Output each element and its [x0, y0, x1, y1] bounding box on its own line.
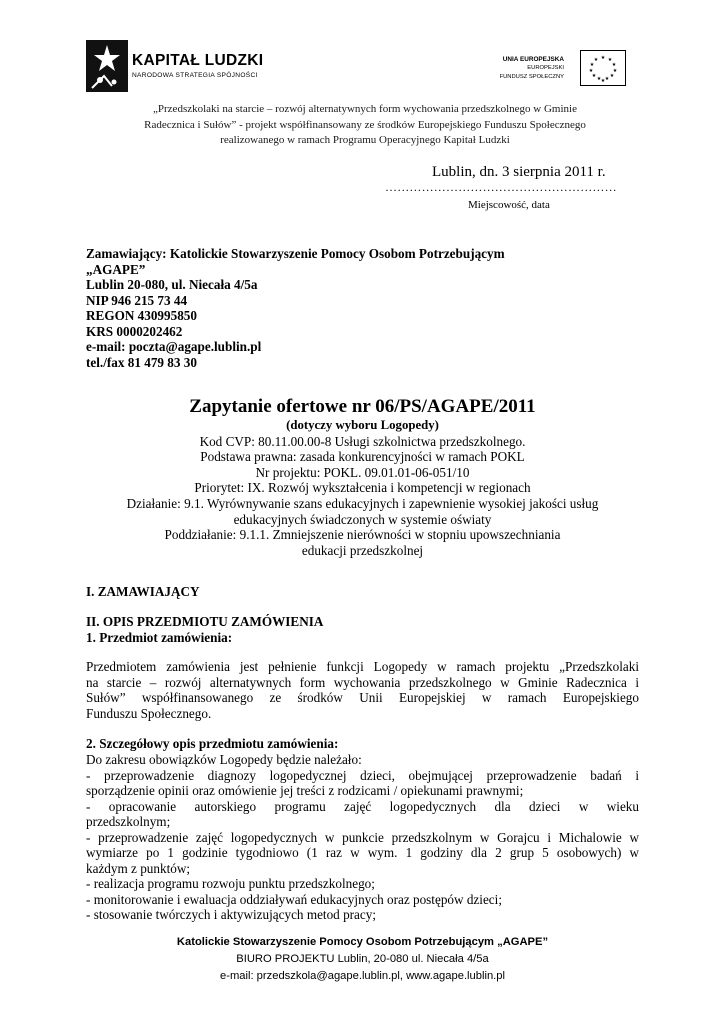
- subject-paragraph: [86, 659, 639, 721]
- svg-text:★: ★: [609, 73, 615, 79]
- svg-text:★: ★: [612, 68, 618, 74]
- client-line: Lublin 20-080, ul. Niecała 4/5a: [86, 277, 258, 292]
- inquiry-line: Nr projektu: POKL. 09.01.01-06-051/10: [255, 464, 470, 480]
- date-dots: …………………………………………………: [385, 180, 617, 194]
- inquiry-title: Zapytanie ofertowe nr 06/PS/AGAPE/2011: [189, 396, 536, 417]
- subsection-heading-2: 2. Szczegółowy opis przedmiotu zamówienia:: [86, 736, 339, 751]
- footer-line-3: e-mail: przedszkola@agape.lublin.pl, www.agape.lublin.pl: [220, 970, 505, 982]
- svg-text:★: ★: [611, 62, 617, 68]
- paragraph-line: - realizacja programu rozwoju punktu przedszkolnego;: [86, 876, 375, 891]
- paragraph-line: sporządzenie opinii oraz omówienie jej treści z rodzicami / opiekunami prawnymi;: [86, 783, 524, 798]
- svg-text:★: ★: [588, 68, 594, 74]
- project-line-3: realizowanego w ramach Programu Operacyjnego Kapitał Ludzki: [220, 134, 510, 146]
- footer-line-1: Katolickie Stowarzyszenie Pomocy Osobom Potrzebującym „AGAPE”: [176, 936, 549, 948]
- eu-logo-text: [500, 56, 564, 81]
- eu-logo: [486, 50, 626, 88]
- inquiry-block: [86, 396, 639, 558]
- date-text: Lublin, dn. 3 sierpnia 2011 r.: [432, 164, 606, 180]
- inquiry-line: edukacji przedszkolnej: [301, 542, 424, 558]
- paragraph-line: - opracowanie autorskiego programu zajęć logopedycznych dla dzieci w wieku: [86, 798, 639, 814]
- details-paragraph: [86, 752, 639, 923]
- kapital-ludzki-emblem-icon: [86, 40, 128, 92]
- project-line-1: „Przedszkolaki na starcie – rozwój alternatywnych form wychowania przedszkolnego w Gminie: [153, 103, 577, 115]
- svg-text:★: ★: [607, 57, 613, 63]
- client-line: NIP 946 215 73 44: [86, 292, 188, 308]
- paragraph-line: wymiarze po 1 godzinie tygodniowo (1 raz w wym. 1 godziny dla 2 grup 5 osobowych) w: [86, 845, 639, 860]
- paragraph-line: - stosowanie twórczych i aktywizujących metod pracy;: [86, 907, 377, 922]
- svg-text:★: ★: [596, 76, 602, 82]
- project-title: [100, 102, 630, 149]
- svg-text:★: ★: [589, 62, 595, 68]
- inquiry-line: Poddziałanie: 9.1.1. Zmniejszenie nierówności w stopniu upowszechniania: [164, 527, 561, 543]
- inquiry-line: Podstawa prawna: zasada konkurencyjności w ramach POKL: [200, 449, 525, 465]
- client-phone: tel./fax 81 479 83 30: [86, 354, 197, 370]
- section-heading-2: II. OPIS PRZEDMIOTU ZAMÓWIENIA: [86, 614, 324, 629]
- inquiry-line: Działanie: 9.1. Wyrównywanie szans edukacyjnych i zapewnienie wysokiej jakości usług: [126, 495, 599, 511]
- paragraph-line: na starcie – rozwój alternatywnych form wychowania przedszkolnego w Gminie Radecznica i: [86, 674, 639, 690]
- client-line: KRS 0000202462: [86, 323, 183, 339]
- paragraph-line: - monitorowanie i ewaluacja oddziaływań edukacyjnych oraz postępów dzieci;: [86, 891, 502, 907]
- kapital-logo-title: KAPITAŁ LUDZKI: [132, 52, 264, 69]
- eu-line-2: EUROPEJSKI: [527, 65, 564, 72]
- subsection-heading-1: 1. Przedmiot zamówienia:: [86, 630, 233, 645]
- paragraph-line: przedszkolnym;: [86, 814, 171, 829]
- footer-line-2: BIURO PROJEKTU Lublin, 20-080 ul. Niecała 4/5a: [236, 953, 489, 965]
- svg-text:★: ★: [593, 57, 599, 63]
- eu-line-3: FUNDUSZ SPOŁECZNY: [499, 73, 564, 80]
- paragraph-line: Do zakresu obowiązków Logopedy będzie należało:: [86, 752, 362, 767]
- client-email: e-mail: poczta@agape.lublin.pl: [86, 339, 262, 354]
- client-line: Zamawiający: Katolickie Stowarzyszenie Pomocy Osobom Potrzebującym: [86, 246, 505, 261]
- inquiry-subtitle: (dotyczy wyboru Logopedy): [286, 418, 439, 432]
- date-caption: Miejscowość, data: [468, 199, 550, 211]
- paragraph-line: każdym z punktów;: [86, 860, 191, 876]
- inquiry-line: Kod CVP: 80.11.00.00-8 Usługi szkolnictwa przedszkolnego.: [199, 433, 526, 449]
- page-footer: [80, 934, 645, 985]
- paragraph-line: - przeprowadzenie zajęć logopedycznych w punkcie przedszkolnym w Gorajcu i Michalowie w: [86, 829, 639, 845]
- inquiry-line: Priorytet: IX. Rozwój wykształcenia i kompetencji w regionach: [194, 480, 531, 496]
- svg-text:★: ★: [600, 55, 606, 61]
- inquiry-line: edukacyjnych świadczonych w systemie oświaty: [233, 511, 492, 527]
- paragraph-line: Funduszu Społecznego.: [86, 705, 212, 721]
- paragraph-line: Przedmiotem zamówienia jest pełnienie funkcji Logopedy w ramach projektu „Przedszkolaki: [86, 659, 639, 674]
- eu-line-1: UNIA EUROPEJSKA: [502, 56, 564, 63]
- svg-text:★: ★: [600, 78, 606, 84]
- paragraph-line: Sułów” współfinansowanego ze środków Unii Europejskiej w ramach Europejskiego: [86, 690, 639, 705]
- client-line: REGON 430995850: [86, 308, 197, 323]
- client-line: „AGAPE”: [86, 261, 146, 277]
- paragraph-line: - przeprowadzenie diagnozy logopedycznej dzieci, obejmującej przeprowadzenie badań i: [86, 767, 639, 783]
- svg-text:★: ★: [604, 76, 610, 82]
- client-block: [86, 246, 646, 370]
- eu-flag-icon: [580, 50, 626, 86]
- section-heading-1: I. ZAMAWIAJĄCY: [86, 584, 200, 599]
- project-line-2: Radecznica i Sułów” - projekt współfinansowany ze środków Europejskiego Funduszu Społecznego: [144, 118, 586, 131]
- svg-text:★: ★: [591, 73, 597, 79]
- kapital-ludzki-logo: [86, 40, 266, 92]
- kapital-logo-subtitle: NARODOWA STRATEGIA SPÓJNOŚCI: [132, 72, 258, 79]
